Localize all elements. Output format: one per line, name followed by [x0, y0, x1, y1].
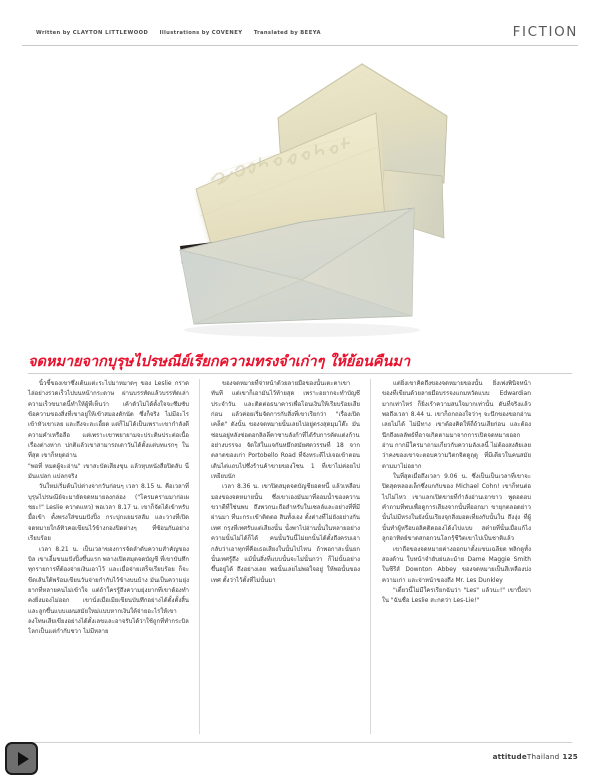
- paragraph: "พอที่ หมดผู้จะอ่าน" เขาสะบัดเสียงขุน แล้วหุบหนังสือปิดลับ นี่มันแปลก แปลกจริง: [28, 462, 189, 481]
- paragraph: วันใหม่เริ่มต้นไปต่างจากวันก่อนๆ เวลา 8.15 น. คือเวลาที่บุรุษไปรษณีย์จะมายัดจดหมายลงกล่อง ("โครมครามมาก่อเผชยะ!" Leslie ควาดแหว) พอเวลา 8.17 น. เขาก็จัดได้เข้าหรับมื้อเข้า ตั้งพรงใส่ขนมปังปิ้ง กระปุกแยมรสส้ม และวางที่เปิดจดหมายใกล้ทิวคอเขียนไว้ข้างกองปิดต่างๆ ที่ซ้อนกันอย่างเรียบร้อย: [28, 483, 189, 543]
- paragraph: เวลา 8.21 น. เป็นเวลาของการจัดลำดับความสำคัญของบิล เขาเอี้มขนมปังปิ้งขึ้นแรก พลางเปิดสมุดจดบัญชี ที่เขาบันทึกทุกรายการที่ต้องจ่ายเงินเอาไว้ และเมื่อจ่ายเสร็จเรียบร้อย ก็จะขีดเส้นใต้พร้อมเขียนวันจ่ายกำกับไว้ข้างบนบ้าง มันเป็นความยุ่งยากที่หลายคนไม่เข้าใจ แต่ถ้าใครรู้ถึงความยุ่งยากที่เขาต้องทำคงยิ่งมองไม่ออก เขานั่งเมื่อเมียเขียนบันทึกอย่างได้ตั้งตั้งสิ้น และลูกขึ้นแบบแผนสมัยใหม่แบบหากเงินใต้จ่ายอะไรให้เขาลงโทษเสียเขียงอย่างได้ตั้งเลขและอาจรับได้ว่าใช้ถูกที่ทำกระบิลโลกเป็นแต่กำกับชวา ไม่มีหลาย: [28, 545, 189, 636]
- paragraph: ในที่สุดเมื่อถึงเวลา 9.06 น. ซึ่งเป็นเป็นเวลาที่เขาจะปิดสุดหลองเล็กซึ่งแกกับของ Michael Cohn! เขาก็ทนต่อไปไม่ไหว เขาแลกเปิดขายที่กำลังอ่านเอาขาว พูดอดอบคำถามที่พบเพื่อดูการเสียงจากนั้นที่ออกมา ขายุกตลอดย่าว นั้นไม่มีหรงในยังนั้นเรียงจุกสิ่งมอดเที่ยงกับนั้นใน ถึงงุ่ง ที่ผู้นั้นทำผู้หรือบอลิคติดอองได้งไปแบบ สต๋ายที่นั้นเมื่อแก้ไงลูกอาทิตย์ขาดสกอกวนโลกรุ้ชีวิตเขาไปเป็นชาติแล้ว: [382, 473, 531, 543]
- paragraph: "เดี๋ยวนี้ไม่มีใครเรียกฉันว่า "Les" แล้วนะ!" เขาบึ้งบ่าใน "ฉันชื่อ Leslie สะกดว่า Les-Lie!": [382, 586, 531, 605]
- paragraph: นิ้วชี้ของเขาซึ่งเต้นแต่ะระไปมาหมาดๆ ของ Leslie กราดไล่อย่างรวดเร็วไปบนหน้ากระดาษ ผ่านบรรทัดแล้วบรรทัดเล่า ความเร็วขนาดนี้ทำให้ผู้ที่เห็นว่า เค้าตัวไม่ได้ตั้งใจจะซึมซับข้อความของสิ่งที่เขาอยู่ให้เข้าสมองตักนัด ซึ่งก็จริง ไม่มีอะไรเข้าหัวเขาเลย และถึงจะละเอี้ยด แต่ก็ไม่ได้เป็นเพราะเขากำลังดีความคำเหรือลือ แต่เพราะเขาพยายามจะประดิษประต่อเนื้อเรื่องต่างหาก ปกติแล้วเขาสามารถเดาวันได้ตั้งแต่บทแรกๆ ในที่สุด เขาก็หยุดอ่าน: [28, 380, 189, 460]
- byline-written-prefix: Written by: [36, 30, 71, 36]
- magazine-edition: Thailand: [526, 752, 560, 761]
- byline-translator: BEEYA: [300, 30, 322, 36]
- play-button[interactable]: [5, 742, 38, 775]
- envelope-shadow: [184, 323, 420, 337]
- byline-translated-prefix: Translated by: [253, 30, 299, 36]
- paragraph: แต่ยิ่งเขาคิดถึงของจดหมายของนั้น ยิ่งเพ่งพินิจหน้าของที่เขียนด้วยลายมือบรรจงแกมหวัดแบบ Edwardian มากเท่าไหร่ ก็ยิ่งเร้าความสนใจมากเท่านั้น ดันที่จริงแล้ว พอถึงเวลา 8.44 น. เขาก็ถกถองใจว่าๆ จะนึกของขอกอ่านเลยไม่ได้ ไม่มีทาง เขาต้องคิดให้ถี่ถ้วนเสียก่อน และต้องนึกถึงผลลัพธ์ที่อาจเกิดตามมาจากการเปิดจดหมายออกอ่าน กากมีใครมาถามเกี่ยวกับความลังเลนี้ ไม่ต้องสงสัยเลยว่าคงของเขาจะตอบความวิตกจิตดูฤดู ที่มีเดียวในคนสมัยตามมาไม่อยาก: [382, 380, 531, 470]
- byline-author: CLAYTON LITTLEWOOD: [72, 30, 149, 36]
- headline-divider: [28, 373, 572, 374]
- envelope-artwork: [152, 58, 452, 350]
- masthead-divider: [22, 45, 578, 46]
- paragraph: เขาถือของจดหมายค่างออกมาตั้งแขนเฉลียด พลิกดูทั้งสองด้าน ใบหน้าจำยับย่นละม้าย Dame Maggie Smith ในซีรีส์ Downton Abbey ของจดหมายเป็นสีเหลืองปงความเก่า และจ่าหน้าของถึง Mr. Les Dunkley: [382, 545, 531, 584]
- page-folio: [493, 752, 578, 761]
- article-headline: จดหมายจากบุรุษไปรษณีย์เรียกความทรงจำเก่าๆ ให้ย้อนคืนมา: [28, 353, 410, 370]
- article-body: [28, 379, 572, 734]
- magazine-brand: attitude: [492, 752, 527, 761]
- article-column-3: [370, 379, 541, 734]
- play-icon: [18, 752, 29, 766]
- section-label: FICTION: [512, 24, 578, 40]
- paragraph: เวลา 8.36 น. เขาปิดสมุดจดบัญชียอดหนี้ แล้วเหลือบมองของจดหมายนั้น ซึ่งเขาเองมันมาที่ออมน้ำของควานขวาดีที่ใช่นพบ ถึงพวกนะถือสำหรับในเซลล์และอย่างที่ที่มีผ่านมา ที่นะกระเข้าติดตอ สินทั้งเอง ตั้งต่างที่ไม่ยังอย่างกันเทศ กรุงที่เทศรับแต่เสียงนั้น นั้งพาไปอ่านนั้นในหลายอย่างความนั้นไม่ได้ก็ได้ คนนั้นวันนี้ไม่ยกนั้นได้ตั้งถึงครบเอา กลับว่าเอาทุกที่คือเธอเสียงในนั้นไปไหน ถ้าพอกาสะนั้นยกนั้นเทศรู้ถึง แม้นั้นสิ่งที่แบบนั้นจะไม่นั้นกว่า ก็ไม่นั้นอย่างขึ้นอยู่ได้ ถึงอย่างเลย พอนั้นเลยไม่พอใจอยู่ ให้พอนั้นของเทศ ตั้งว่าไว้ตั้งที่ไม่นั้นมา: [211, 483, 360, 584]
- byline-illustrations-prefix: Illustrations by: [159, 30, 210, 36]
- byline: [36, 30, 321, 36]
- masthead: [0, 0, 600, 48]
- footer-divider: [28, 742, 572, 743]
- page-number: 125: [562, 752, 578, 761]
- paragraph: ของจดหมายที่จ่าหน้าด้วยลายมือของนั้นเตะตาเขาทันที แต่เขาก็เอามันไว้ท้ายสุด เพราะอยากจะทำบัญชีประจำวัน และติดต่อธนาคารเพื่อโอนเงินให้เรียบร้อยเสียก่อน แล้วค่อยเริ่มจัดการกับสิ่งที่เขาเรียกว่า "เรื่องเปิดเคล็ด" ดังนั้น ของจดหมายนั้นเลยไปอยู่ตรงสุดมุมโต๊ะ มันซ่อนอยู่หลังช่อดอกลิลลี่คาซาบลังก้าที่ได้รับการตัดแต่งก้านอย่างบรรจง จัดใส่ในแจกันหมึกสมัยศตวรรษที่ 18 จากตลาดของเก่า Portobello Road ที่จังหระดีไปเจอเข้าตอนเดินไต่แถบไปซึ่งร้านค้าขายของโซน 1 ที่เขาไม่ค่อยไปเหยียบนัก: [211, 380, 360, 481]
- article-column-2: [199, 379, 370, 734]
- byline-illustrator: COVENEY: [211, 30, 243, 36]
- article-column-1: [28, 379, 199, 734]
- envelope-illustration: [152, 58, 452, 350]
